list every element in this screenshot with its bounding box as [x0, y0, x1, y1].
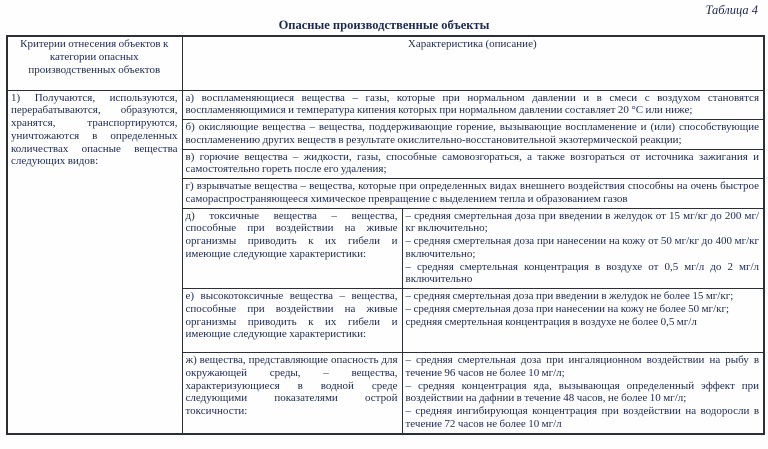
header-row: [7, 36, 764, 90]
threshold-item: – средняя смертельная доза при введении в желудок от 15 мг/кг до 200 мг/кг включительно;: [405, 209, 760, 235]
threshold-list: [406, 354, 760, 431]
criteria-cell: 1) Получаются, используются, перерабатываются, образуются, хранятся, транспортируются, уничтожаются в определенных количествах опасные вещества следующих видов:: [7, 90, 182, 434]
threshold-item: – средняя смертельная доза при ингаляционном воздействии на рыбу в течение 96 часов не более 10 мг/л;: [405, 354, 760, 379]
threshold-list: [406, 210, 760, 287]
row-d-thresholds: [402, 208, 764, 289]
hazard-substances-table: [6, 35, 765, 435]
table-row: [7, 90, 764, 120]
row-e-definition: е) высокотоксичные вещества – вещества, способные при воздействии на живые организмы приводить к их гибели и имеющие следующие характеристики:: [182, 289, 402, 353]
threshold-item: – средняя смертельная доза при нанесении на кожу от 50 мг/кг до 400 мг/кг включительно;: [405, 235, 760, 260]
row-v-description: в) горючие вещества – жидкости, газы, способные самовозгораться, а также возгораться от источника зажигания и самостоятельно гореть после его удаления;: [182, 149, 764, 179]
threshold-item: – средняя смертельная доза при введении в желудок не более 15 мг/кг;: [405, 290, 734, 302]
header-criteria: Критерии отнесения объектов к категории опасных производственных объектов: [7, 36, 182, 90]
row-zh-thresholds: [402, 353, 764, 434]
row-b-description: б) окисляющие вещества – вещества, поддерживающие горение, вызывающие воспламенение и (или) способствующие воспламенению других веществ в результате окислительно-восстановительной экзотермической реакции;: [182, 120, 764, 150]
row-e-thresholds: [402, 289, 764, 353]
row-zh-definition: ж) вещества, представляющие опасность для окружающей среды, – вещества, характеризующиеся в водной среде следующими показателями острой токсичности:: [182, 353, 402, 434]
table-title: Опасные производственные объекты: [278, 18, 490, 32]
row-a-description: а) воспламеняющиеся вещества – газы, которые при нормальном давлении и в смеси с воздухом становятся воспламеняющимися и температура кипения которых при нормальном давлении составляет 20 °C или ниже;: [182, 90, 764, 120]
threshold-item: – средняя смертельная концентрация в воздухе от 0,5 мг/л до 2 мг/л включительно: [405, 260, 760, 286]
row-g-description: г) взрывчатые вещества – вещества, которые при определенных видах внешнего воздействия способны на очень быстрое самораспространяющееся химическое превращение с выделением тепла и образованием газов: [182, 179, 764, 209]
threshold-item: – средняя концентрация яда, вызывающая определенный эффект при воздействии на дафнии в течение 48 часов, не более 10 мг/л;: [405, 379, 760, 405]
row-d-definition: д) токсичные вещества – вещества, способные при воздействии на живые организмы приводить к их гибели и имеющие следующие характеристики:: [182, 208, 402, 289]
header-description: Характеристика (описание): [182, 36, 764, 90]
table-caption: Таблица 4: [705, 3, 758, 17]
threshold-list: [406, 290, 760, 328]
threshold-item: средняя смертельная концентрация в воздухе не более 0,5 мг/л: [405, 315, 697, 328]
threshold-item: – средняя ингибирующая концентрация при воздействии на водоросли в течение 72 часов не более 10 мг/л: [405, 405, 760, 430]
threshold-item: – средняя смертельная доза при нанесении на кожу не более 50 мг/кг;: [405, 302, 730, 315]
